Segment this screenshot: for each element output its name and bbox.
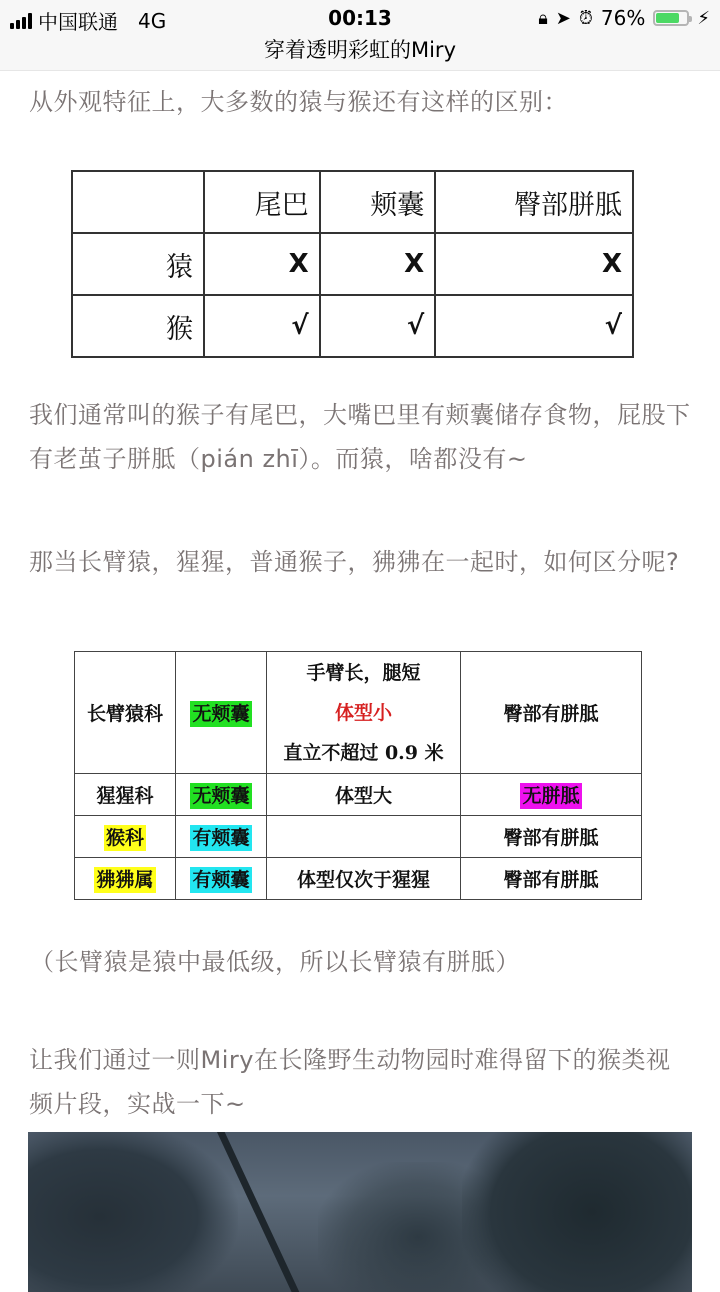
cell-value: √ [435,295,633,357]
pouch-cell [176,816,267,858]
cell-value: X [204,233,320,295]
cell-value: √ [204,295,320,357]
callus-label: 无胼胝 [522,785,580,807]
body-cell: 体型仅次于猩猩 [267,858,461,900]
alarm-icon: ⏰︎ [578,7,593,29]
row-label: 猴 [72,295,204,357]
pouch-cell [176,652,267,774]
pouch-label: 有颊囊 [192,827,250,849]
pouch-cell [176,858,267,900]
cell-value: √ [320,295,436,357]
family-cell [75,858,176,900]
body-line: 直立不超过 0.9 米 [283,741,444,764]
callus-cell [461,774,642,816]
header-cell-cheek-pouch: 颊囊 [320,171,436,233]
header-cell-tail: 尾巴 [204,171,320,233]
page-title: 穿着透明彩虹的Miry [263,38,456,62]
paragraph-explanation: 我们通常叫的猴子有尾巴，大嘴巴里有颊囊储存食物，屁股下有老茧子胼胝（pián zhī）。而猿，啥都没有~ [29,401,691,473]
family-cell: 长臂猿科 [75,652,176,774]
paragraph-video-intro: 让我们通过一则Miry在长隆野生动物园时难得留下的猴类视频片段，实战一下~ [29,1046,671,1118]
family-label: 狒狒属 [96,869,154,891]
paragraph-note: （长臂猿是猿中最低级，所以长臂猿有胼胝） [30,948,520,976]
row-label: 猿 [72,233,204,295]
carrier-name: 中国联通 [38,10,118,34]
table-row [75,816,642,858]
rotation-lock-icon: 🔒︎ [538,7,548,29]
battery-icon [653,10,689,26]
pouch-label: 有颊囊 [192,869,250,891]
video-player[interactable] [28,1132,692,1292]
body-line: 手臂长，腿短 [306,661,421,684]
pouch-cell [176,774,267,816]
table-header-row [72,171,633,233]
charging-icon: ⚡︎ [697,7,710,29]
body-cell [267,652,461,774]
top-bar [0,0,720,71]
status-bar [0,4,720,32]
location-icon: ➤ [555,7,571,29]
network-type: 4G [138,8,167,33]
battery-percent: 76% [600,6,646,30]
family-label: 猴科 [105,827,144,849]
primate-classification-table [74,651,642,900]
cell-value: X [435,233,633,295]
paragraph-intro: 从外观特征上，大多数的猿与猴还有这样的区别： [29,88,568,116]
cell-value: X [320,233,436,295]
callus-cell: 臀部有胼胝 [461,816,642,858]
table-row [75,774,642,816]
table-row [72,295,633,357]
table-row [75,858,642,900]
callus-cell: 臀部有胼胝 [461,858,642,900]
pouch-label: 无颊囊 [192,785,250,807]
family-cell [75,816,176,858]
header-cell [72,171,204,233]
pouch-label: 无颊囊 [192,703,250,725]
callus-cell: 臀部有胼胝 [461,652,642,774]
body-line-highlight: 体型小 [334,701,392,724]
table-row [75,652,642,774]
ape-monkey-comparison-table [71,170,634,358]
clock: 00:13 [328,6,392,30]
family-cell: 猩猩科 [75,774,176,816]
paragraph-question: 那当长臂猿，猩猩，普通猴子，狒狒在一起时，如何区分呢? [29,548,680,576]
body-cell: 体型大 [267,774,461,816]
body-cell [267,816,461,858]
header-cell-callus: 臀部胼胝 [435,171,633,233]
table-row [72,233,633,295]
